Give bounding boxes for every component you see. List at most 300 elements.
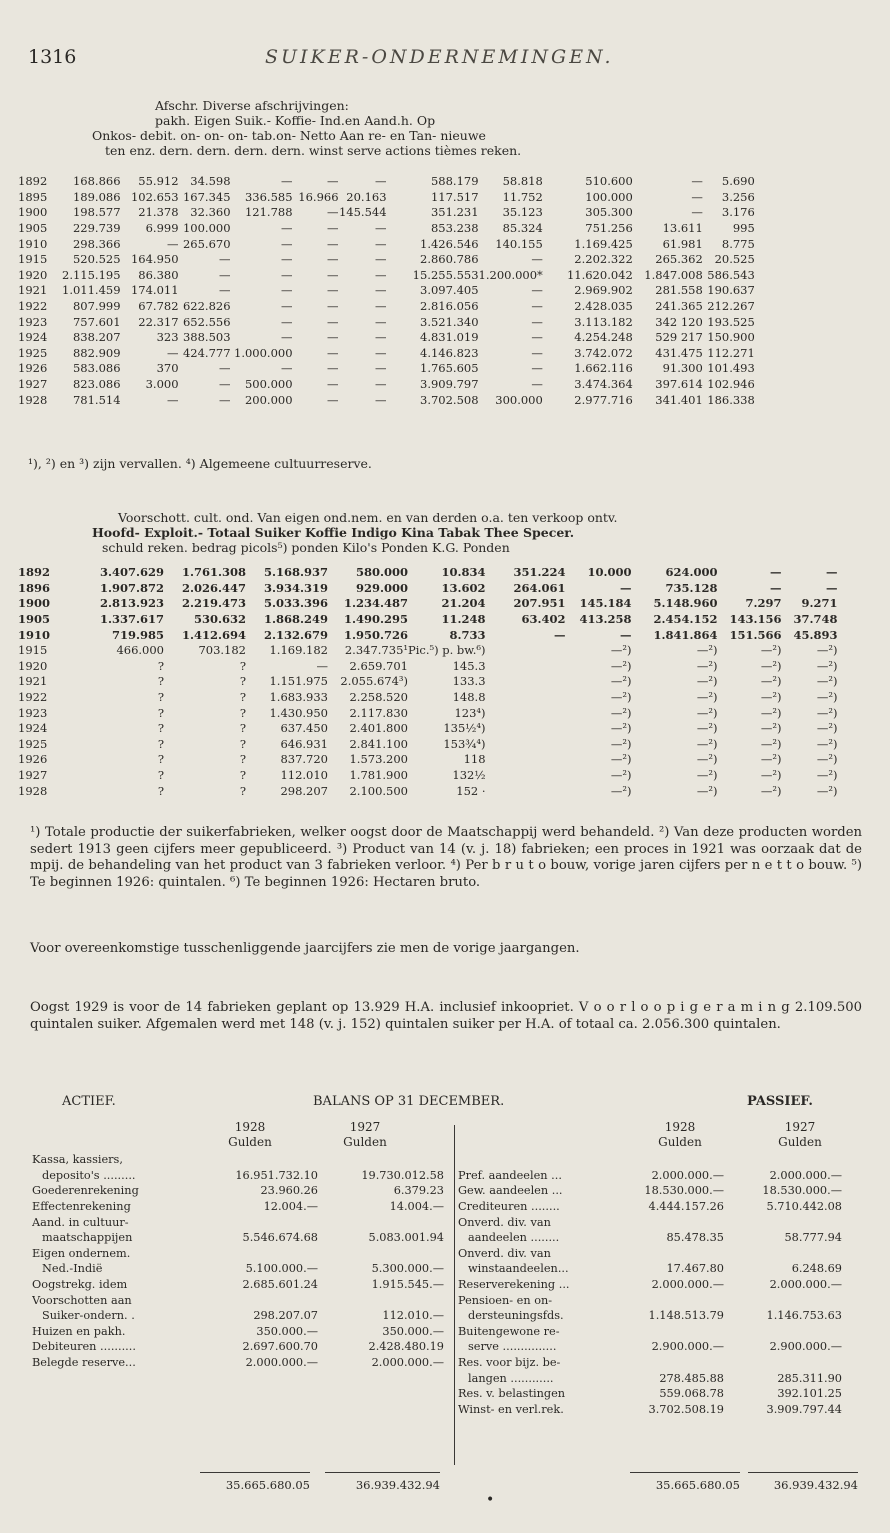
table-cell: 112.010 bbox=[280, 768, 328, 783]
table-cell: 100.000 bbox=[182, 221, 231, 236]
table-cell: 2.816.056 bbox=[420, 299, 479, 314]
table-cell: 588.179 bbox=[430, 174, 479, 189]
table-cell: 2.132.679 bbox=[263, 627, 328, 642]
table-cell bbox=[202, 1152, 318, 1168]
table-cell: 2.428.035 bbox=[574, 299, 633, 314]
table-row bbox=[18, 346, 755, 362]
table-cell: 1925 bbox=[18, 736, 48, 751]
table-cell: 388.503 bbox=[182, 330, 231, 345]
table-cell: 167.345 bbox=[182, 189, 231, 204]
table-cell: — bbox=[531, 314, 543, 329]
balance-title: BALANS OP 31 DECEMBER. bbox=[313, 1094, 505, 1109]
table-cell: — bbox=[375, 361, 387, 376]
table-cell: 1923 bbox=[18, 314, 48, 329]
table-cell: 1905 bbox=[18, 221, 48, 236]
table-cell: 281.558 bbox=[655, 283, 703, 298]
table-cell: 392.101.25 bbox=[777, 1387, 842, 1401]
table-cell: 11.620.042 bbox=[566, 267, 633, 282]
page-number: 1316 bbox=[28, 46, 77, 68]
table-cell: 63.402 bbox=[521, 612, 566, 627]
table-cell: 305.300 bbox=[585, 205, 633, 220]
table-cell: — bbox=[281, 330, 293, 345]
table-cell: 341.401 bbox=[655, 392, 703, 407]
table-cell: 1896 bbox=[18, 580, 51, 595]
table-cell: 18.530.000.— bbox=[644, 1184, 724, 1198]
col-unit: Gulden bbox=[778, 1135, 822, 1149]
table-cell: 350.000.— bbox=[382, 1324, 444, 1338]
table-cell: —²) bbox=[696, 752, 718, 767]
table-cell: 2.000.000.— bbox=[769, 1168, 842, 1182]
table-cell: 1.907.872 bbox=[99, 580, 164, 595]
table-cell: — bbox=[167, 392, 179, 407]
table-cell: 45.893 bbox=[793, 627, 838, 642]
table-cell: 102.653 bbox=[130, 189, 179, 204]
table-cell: 61.981 bbox=[662, 236, 703, 251]
table-cell: 2.659.701 bbox=[349, 658, 408, 673]
table-row bbox=[18, 752, 838, 768]
table-row bbox=[18, 268, 755, 284]
table-cell: 1.148.513.79 bbox=[648, 1309, 724, 1323]
table-cell: maatschappijen bbox=[42, 1231, 133, 1245]
table-cell bbox=[486, 659, 566, 675]
table-cell: —²) bbox=[816, 643, 838, 658]
table-cell: — bbox=[375, 330, 387, 345]
table-cell: 2.100.500 bbox=[349, 783, 408, 798]
table-cell: —²) bbox=[610, 690, 632, 705]
table-cell: 3.934.319 bbox=[263, 580, 328, 595]
table-cell: — bbox=[531, 361, 543, 376]
table-cell bbox=[724, 1152, 842, 1168]
balance-row bbox=[32, 1308, 444, 1324]
table-row bbox=[18, 205, 755, 221]
table-cell: Debiteuren .......... bbox=[32, 1340, 136, 1354]
col-year: 1928 bbox=[234, 1120, 266, 1134]
total-actief-1928: 35.665.680.05 bbox=[225, 1478, 310, 1492]
table-cell bbox=[486, 752, 566, 768]
table-cell: — bbox=[327, 314, 339, 329]
table-cell: 1924 bbox=[18, 330, 48, 345]
table-cell: —²) bbox=[696, 768, 718, 783]
table-cell: 2.258.520 bbox=[349, 690, 408, 705]
table-cell: 67.782 bbox=[138, 299, 179, 314]
balance-row bbox=[458, 1402, 842, 1418]
table-cell: ? bbox=[157, 690, 164, 705]
table-cell: — bbox=[327, 174, 339, 189]
table-cell: 652.556 bbox=[182, 314, 231, 329]
table-cell: 18.530.000.— bbox=[762, 1184, 842, 1198]
table-cell: 2.841.100 bbox=[349, 736, 408, 751]
table-cell: 351.224 bbox=[513, 565, 566, 580]
table-cell: 837.720 bbox=[280, 752, 328, 767]
table-cell: Aand. in cultuur- bbox=[32, 1215, 129, 1229]
table-cell: 3.407.629 bbox=[99, 565, 164, 580]
table-cell: Gew. aandeelen ... bbox=[458, 1184, 563, 1198]
balance-row bbox=[458, 1292, 842, 1308]
table-row bbox=[18, 627, 838, 643]
table-cell: 1925 bbox=[18, 345, 48, 360]
table-cell: — bbox=[327, 361, 339, 376]
table-cell: 622.826 bbox=[182, 299, 231, 314]
table-cell: — bbox=[691, 174, 703, 189]
table-cell: 1.683.933 bbox=[269, 690, 328, 705]
table-cell bbox=[202, 1246, 318, 1262]
table-cell: ? bbox=[239, 690, 246, 705]
table-cell: — bbox=[281, 236, 293, 251]
table-cell: 121.788 bbox=[244, 205, 293, 220]
balance-row bbox=[458, 1168, 842, 1184]
table-cell bbox=[486, 705, 566, 721]
table-cell: 2.347.735¹ bbox=[344, 643, 408, 658]
balance-divider bbox=[454, 1125, 455, 1465]
total-passief-1927: 36.939.432.94 bbox=[773, 1478, 858, 1492]
table-cell bbox=[614, 1355, 724, 1371]
table-cell: 8.775 bbox=[721, 236, 755, 251]
table-row bbox=[18, 674, 838, 690]
table-cell: 2.900.000.— bbox=[769, 1340, 842, 1354]
table-cell: 16.966 bbox=[298, 189, 339, 204]
table-cell: 5.300.000.— bbox=[371, 1262, 444, 1276]
table-cell: 807.999 bbox=[72, 299, 121, 314]
table-cell: — bbox=[770, 580, 782, 595]
balance-row bbox=[32, 1355, 444, 1371]
balance-row bbox=[32, 1183, 444, 1199]
table-cell: —²) bbox=[760, 674, 782, 689]
table-cell bbox=[724, 1292, 842, 1308]
table-cell: 151.566 bbox=[729, 627, 782, 642]
table-cell: serve ............... bbox=[468, 1340, 557, 1354]
table-cell: 145.184 bbox=[579, 596, 632, 611]
table-cell: ? bbox=[239, 705, 246, 720]
table-cell: 1910 bbox=[18, 627, 51, 642]
table-cell: — bbox=[531, 299, 543, 314]
table-cell: 2.454.152 bbox=[653, 612, 718, 627]
table-cell: 14.004.— bbox=[389, 1200, 444, 1214]
table-cell: Huizen en pakh. bbox=[32, 1324, 126, 1338]
table-cell: 3.702.508.19 bbox=[648, 1402, 724, 1416]
table-cell: 1.234.487 bbox=[343, 596, 408, 611]
balance-row bbox=[32, 1277, 444, 1293]
table-cell: 8.733 bbox=[449, 627, 486, 642]
table-cell: — bbox=[219, 267, 231, 282]
table-cell: 23.960.26 bbox=[260, 1184, 318, 1198]
table-cell: 1.868.249 bbox=[263, 612, 328, 627]
table-cell: 431.475 bbox=[655, 345, 703, 360]
table-cell: — bbox=[219, 283, 231, 298]
table-cell: 133.3 bbox=[452, 674, 486, 689]
table-cell: 3.909.797.44 bbox=[766, 1402, 842, 1416]
table-cell: 15.255.553 bbox=[412, 267, 479, 282]
table-cell: 2.000.000.— bbox=[371, 1356, 444, 1370]
t1-head-line: pakh. Eigen Suik.- Koffie- Ind.en Aand.h. Op bbox=[155, 113, 436, 128]
table-row bbox=[18, 174, 755, 190]
table-cell: 751.256 bbox=[585, 221, 633, 236]
table-cell: 2.202.322 bbox=[574, 252, 633, 267]
table-cell: —²) bbox=[610, 658, 632, 673]
table-cell: 3.000 bbox=[145, 377, 179, 392]
table-cell: —²) bbox=[816, 674, 838, 689]
table-cell: 1.841.864 bbox=[653, 627, 718, 642]
table-cell: —²) bbox=[816, 690, 838, 705]
table-cell: —²) bbox=[760, 721, 782, 736]
table-row bbox=[18, 252, 755, 268]
table-cell: 2.117.830 bbox=[349, 705, 408, 720]
table-cell: ? bbox=[157, 674, 164, 689]
table-cell: —²) bbox=[760, 768, 782, 783]
table-cell: 5.033.396 bbox=[263, 596, 328, 611]
table-cell: 2.219.473 bbox=[181, 596, 246, 611]
bottom-mark: • bbox=[486, 1492, 495, 1508]
table-cell: langen ............ bbox=[468, 1371, 554, 1385]
t1-note: ¹), ²) en ³) zijn vervallen. ⁴) Algemeene cultuurreserve. bbox=[28, 456, 372, 471]
table-cell: deposito's ......... bbox=[42, 1168, 136, 1182]
balance-row bbox=[32, 1246, 444, 1262]
table-cell: Crediteuren ........ bbox=[458, 1200, 560, 1214]
table-cell: 929.000 bbox=[355, 580, 408, 595]
table-cell bbox=[724, 1355, 842, 1371]
table-cell: 3.742.072 bbox=[574, 345, 633, 360]
table-cell: 32.360 bbox=[190, 205, 231, 220]
table-cell: 5.690 bbox=[721, 174, 755, 189]
table-cell: 1.781.900 bbox=[349, 768, 408, 783]
balance-row bbox=[458, 1339, 842, 1355]
table-cell: — bbox=[770, 565, 782, 580]
table-cell: ? bbox=[157, 783, 164, 798]
table-cell: 190.637 bbox=[707, 283, 755, 298]
table-cell: 186.338 bbox=[707, 392, 755, 407]
table-cell: — bbox=[375, 174, 387, 189]
balance-row bbox=[458, 1230, 842, 1246]
table-cell: 112.010.— bbox=[382, 1309, 444, 1323]
table-cell: Suiker-ondern. . bbox=[42, 1309, 135, 1323]
table-cell: 3.474.364 bbox=[574, 377, 633, 392]
table-cell: 34.598 bbox=[190, 174, 231, 189]
page-title: SUIKER-ONDERNEMINGEN. bbox=[265, 46, 614, 68]
table-cell: — bbox=[375, 377, 387, 392]
table-cell: 1.426.546 bbox=[420, 236, 479, 251]
table-row bbox=[18, 705, 838, 721]
table-cell: 2.000.000.— bbox=[769, 1278, 842, 1292]
total-rule bbox=[325, 1472, 440, 1473]
table-row bbox=[18, 221, 755, 237]
table-cell: Eigen ondernem. bbox=[32, 1246, 131, 1260]
table-cell: 11.248 bbox=[441, 612, 486, 627]
table-cell: 21.204 bbox=[441, 596, 486, 611]
table-cell: 3.113.182 bbox=[574, 314, 633, 329]
t1-head-line: Onkos- debit. on- on- on- tab.on- Netto Aan re- en Tan- nieuwe bbox=[92, 128, 486, 143]
table-row bbox=[18, 299, 755, 315]
table-row bbox=[18, 392, 755, 408]
table-cell bbox=[614, 1152, 724, 1168]
table-cell: — bbox=[375, 299, 387, 314]
table-cell: 35.123 bbox=[502, 205, 543, 220]
table-cell bbox=[614, 1246, 724, 1262]
table-row bbox=[18, 190, 755, 206]
table-cell: 1928 bbox=[18, 783, 48, 798]
table-cell: ? bbox=[239, 752, 246, 767]
table-cell: ? bbox=[157, 736, 164, 751]
table-cell: 1.490.295 bbox=[343, 612, 408, 627]
table-cell: 2.428.480.19 bbox=[368, 1340, 444, 1354]
table-cell: 823.086 bbox=[72, 377, 121, 392]
table-cell: 1.950.726 bbox=[343, 627, 408, 642]
table-cell: 2.000.000.— bbox=[651, 1278, 724, 1292]
t2-head-line: schuld reken. bedrag picols⁵) ponden Kilo's Ponden K.G. Ponden bbox=[102, 540, 510, 555]
table-cell bbox=[486, 690, 566, 706]
table-cell: 241.365 bbox=[655, 299, 703, 314]
table-cell: 153¾⁴) bbox=[443, 736, 486, 751]
table-cell: 298.366 bbox=[72, 236, 121, 251]
table-cell: 1910 bbox=[18, 236, 48, 251]
table-cell: — bbox=[327, 221, 339, 236]
table-cell: 3.256 bbox=[721, 189, 755, 204]
table-cell: 6.999 bbox=[145, 221, 179, 236]
table-cell bbox=[614, 1214, 724, 1230]
table-cell: 2.115.195 bbox=[62, 267, 121, 282]
table-cell: 2.813.923 bbox=[99, 596, 164, 611]
table-cell: 135½⁴) bbox=[443, 721, 486, 736]
table-cell: 5.546.674.68 bbox=[242, 1231, 318, 1245]
table-cell: Buitengewone re- bbox=[458, 1324, 560, 1338]
table-cell: ? bbox=[157, 752, 164, 767]
table-cell: — bbox=[375, 236, 387, 251]
table-cell: 583.086 bbox=[72, 361, 121, 376]
table-cell: Res. v. belastingen bbox=[458, 1387, 566, 1401]
table-cell: 7.297 bbox=[745, 596, 782, 611]
table-cell: 91.300 bbox=[662, 361, 703, 376]
table-row bbox=[18, 236, 755, 252]
table-cell bbox=[318, 1246, 444, 1262]
table-cell: —²) bbox=[760, 643, 782, 658]
table-cell bbox=[486, 721, 566, 737]
table-cell: aandeelen ........ bbox=[468, 1231, 560, 1245]
table-cell bbox=[202, 1214, 318, 1230]
table-cell: 1924 bbox=[18, 721, 48, 736]
balance-row bbox=[458, 1152, 842, 1168]
table-cell: 413.258 bbox=[579, 612, 632, 627]
table-cell: —²) bbox=[816, 783, 838, 798]
table-cell: — bbox=[826, 580, 838, 595]
table-cell: 838.207 bbox=[72, 330, 121, 345]
table-cell: 1.412.694 bbox=[181, 627, 246, 642]
table-cell: — bbox=[327, 283, 339, 298]
balance-row bbox=[32, 1199, 444, 1215]
table-cell: —²) bbox=[610, 783, 632, 798]
table-cell: 300.000 bbox=[495, 392, 543, 407]
table-cell: Pref. aandeelen ... bbox=[458, 1168, 562, 1182]
table-cell: 12.004.— bbox=[263, 1200, 318, 1214]
table-cell bbox=[318, 1152, 444, 1168]
table-cell: 100.000 bbox=[585, 189, 633, 204]
table-cell: 530.632 bbox=[193, 612, 246, 627]
table-cell: 1915 bbox=[18, 643, 48, 658]
table-cell: 152 · bbox=[456, 783, 486, 798]
table-cell: — bbox=[167, 236, 179, 251]
table-row bbox=[18, 565, 838, 581]
table-cell: 37.748 bbox=[793, 612, 838, 627]
table-cell: 17.467.80 bbox=[666, 1262, 724, 1276]
table-row bbox=[18, 361, 755, 377]
table-cell: — bbox=[531, 345, 543, 360]
table-cell: ? bbox=[239, 658, 246, 673]
table-cell: 342 120 bbox=[655, 314, 703, 329]
table-cell: 350.000.— bbox=[256, 1324, 318, 1338]
table-cell: 1.761.308 bbox=[181, 565, 246, 580]
table-cell: 2.900.000.— bbox=[651, 1340, 724, 1354]
table-cell bbox=[486, 643, 566, 659]
balance-row bbox=[458, 1308, 842, 1324]
table-cell: 1.662.116 bbox=[574, 361, 633, 376]
table-cell: — bbox=[375, 283, 387, 298]
table-cell: Effectenrekening bbox=[32, 1200, 131, 1214]
table-row bbox=[18, 377, 755, 393]
table-cell: 1926 bbox=[18, 361, 48, 376]
table-cell: 1.573.200 bbox=[349, 752, 408, 767]
t1-head-line: ten enz. dern. dern. dern. dern. winst serve actions tièmes reken. bbox=[105, 143, 522, 158]
table-cell: 510.600 bbox=[585, 174, 633, 189]
table-cell: 1923 bbox=[18, 705, 48, 720]
table-cell: 5.168.937 bbox=[263, 565, 328, 580]
table-cell: 2.000.000.— bbox=[651, 1168, 724, 1182]
table-cell: 995 bbox=[732, 221, 755, 236]
table-cell: — bbox=[281, 267, 293, 282]
table-cell: ? bbox=[157, 658, 164, 673]
table-cell: 323 bbox=[156, 330, 179, 345]
balance-row bbox=[458, 1386, 842, 1402]
table-cell: 370 bbox=[156, 361, 179, 376]
table-cell: — bbox=[375, 252, 387, 267]
balance-row bbox=[458, 1183, 842, 1199]
harvest-note: Oogst 1929 is voor de 14 fabrieken geplant op 13.929 H.A. inclusief inkoopriet. V o o r l o o p i g e r a m i n g 2.109.500 quintalen suiker. Afgemalen werd met 148 (v. j. 152) quintalen suiker per H.A. of totaal ca. 2.056.300 quintalen. bbox=[30, 1000, 862, 1032]
table-cell: 397.614 bbox=[655, 377, 703, 392]
balance-row bbox=[32, 1261, 444, 1277]
table-cell: — bbox=[327, 345, 339, 360]
table-cell: —²) bbox=[696, 674, 718, 689]
table-cell: 5.710.442.08 bbox=[766, 1200, 842, 1214]
table-cell: 4.254.248 bbox=[574, 330, 633, 345]
table-cell bbox=[614, 1324, 724, 1340]
balance-actief-table bbox=[32, 1152, 444, 1370]
table-cell bbox=[458, 1152, 614, 1168]
table-row bbox=[18, 737, 838, 753]
table-cell: 500.000 bbox=[244, 377, 293, 392]
table-cell: 148.8 bbox=[452, 690, 486, 705]
table-cell bbox=[486, 783, 566, 799]
table-cell: 1.146.753.63 bbox=[766, 1309, 842, 1323]
table-cell: —²) bbox=[760, 783, 782, 798]
table-cell: 586.543 bbox=[707, 267, 755, 282]
table-cell: 10.000 bbox=[587, 565, 632, 580]
table-cell: —²) bbox=[696, 783, 718, 798]
table-cell: — bbox=[620, 627, 632, 642]
table-cell: 174.011 bbox=[130, 283, 179, 298]
table-cell: 853.238 bbox=[430, 221, 479, 236]
table-row bbox=[18, 783, 838, 799]
table-cell: — bbox=[375, 221, 387, 236]
table-cell: 1900 bbox=[18, 596, 51, 611]
table-cell: 1921 bbox=[18, 283, 48, 298]
table-cell: 1.847.008 bbox=[644, 267, 703, 282]
table-cell: 85.324 bbox=[502, 221, 543, 236]
table-cell: 646.931 bbox=[280, 736, 328, 751]
table-cell: 2.401.800 bbox=[349, 721, 408, 736]
table-cell: — bbox=[316, 658, 328, 673]
table-cell: — bbox=[219, 252, 231, 267]
total-rule bbox=[748, 1472, 858, 1473]
table-cell: — bbox=[375, 392, 387, 407]
table-cell: 466.000 bbox=[116, 643, 164, 658]
table-row bbox=[18, 330, 755, 346]
table-cell: 278.485.88 bbox=[659, 1371, 724, 1385]
